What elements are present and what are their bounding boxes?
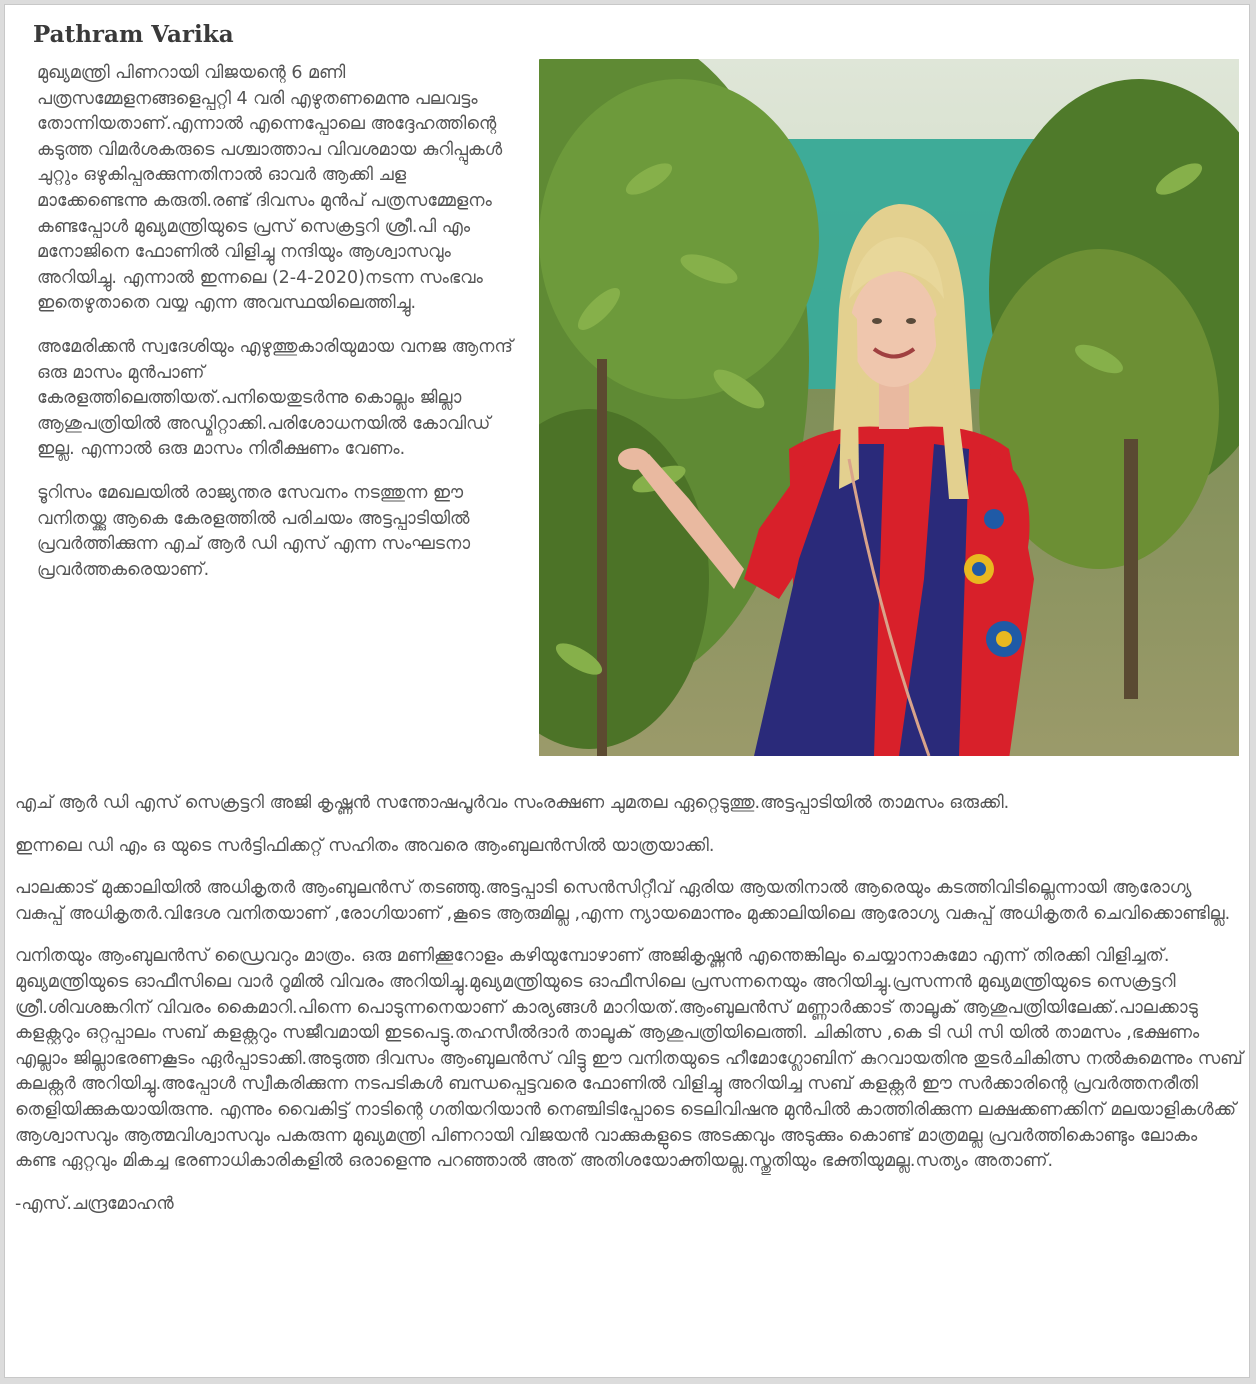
intro-paragraph: മുഖ്യമന്ത്രി പിണറായി വിജയന്റെ 6 മണി പത്രസമ്മേളനങ്ങളെപ്പറ്റി 4 വരി എഴുതണമെന്നു പലവട്ടം തോന്നിയതാണ്.എന്നാൽ എന്നെപ്പോലെ അദ്ദേഹത്തിന്റെ കടുത്ത വിമർശകരുടെ പശ്ചാത്താപ വിവശമായ കുറിപ്പുകൾ ചുറ്റും ഒഴുകിപ്പരക്കുന്നതിനാൽ ഓവർ ആക്കി ചള മാക്കേണ്ടെന്നു കരുതി.രണ്ട് ദിവസം മുൻപ് പത്രസമ്മേളനം കണ്ടപ്പോൾ മുഖ്യമന്ത്രിയുടെ പ്രസ് സെക്രട്ടറി ശ്രീ.പി എം മനോജിനെ ഫോണിൽ വിളിച്ചു നന്ദിയും ആശ്വാസവും അറിയിച്ചു. എന്നാൽ ഇന്നലെ (2-4-2020)നടന്ന സംഭവം ഇതെഴുതാതെ വയ്യ എന്ന അവസ്ഥയിലെത്തിച്ചു. [37, 63, 503, 314]
article-photo [539, 59, 1239, 756]
site-title[interactable]: Pathram Varika [33, 21, 234, 48]
body-paragraph: പാലക്കാട് മുക്കാലിയിൽ അധികൃതർ ആംബുലൻസ് തടഞ്ഞു.അട്ടപ്പാടി സെൻസിറ്റീവ് ഏരിയ ആയതിനാൽ ആരെയും കടത്തിവിടില്ലെന്നായി ആരോഗ്യ വകുപ്പ് അധികൃതർ.വിദേശ വനിതയാണ് ,രോഗിയാണ് ,കൂടെ ആരുമില്ല ,എന്ന ന്യായമൊന്നും മുക്കാലിയിലെ ആരോഗ്യ വകുപ്പ് അധികൃതർ ചെവിക്കൊണ്ടില്ല. [15, 878, 1231, 924]
body-paragraph: വനിതയും ആംബുലൻസ് ഡ്രൈവറും മാത്രം. ഒരു മണിക്കൂറോളം കഴിയുമ്പോഴാണ് അജികൃഷ്ണൻ എന്തെങ്കിലും ചെയ്യാനാകുമോ എന്ന് തിരക്കി വിളിച്ചത്. മുഖ്യമന്ത്രിയുടെ ഓഫീസിലെ വാർ റൂമിൽ വിവരം അറിയിച്ചു.മുഖ്യമന്ത്രിയുടെ ഓഫീസിലെ പ്രസന്നനെയും അറിയിച്ചു.പ്രസന്നൻ മുഖ്യമന്ത്രിയുടെ സെക്രട്ടറി ശ്രീ.ശിവശങ്കറിന് വിവരം കൈമാറി.പിന്നെ പൊടുന്നനെയാണ് കാര്യങ്ങൾ മാറിയത്.ആംബുലൻസ് മണ്ണാർക്കാട് താലൂക് ആശുപത്രിയിലേക്ക്.പാലക്കാടു കളക്റ്ററും ഒറ്റപ്പാലം സബ് കളക്റ്ററും സജീവമായി ഇടപെട്ടു.തഹസീൽദാർ താലൂക് ആശുപത്രിയിലെത്തി. ചികിത്സ ,കെ ടി ഡി സി യിൽ താമസം ,ഭക്ഷണം എല്ലാം ജില്ലാഭരണകൂടം ഏർപ്പാടാക്കി.അടുത്ത ദിവസം ആംബുലൻസ് വിട്ടു ഈ വനിതയുടെ ഹീമോഗ്ലോബിന് കുറവായതിനു തുടർചികിത്സ നൽകുമെന്നും സബ് കലക്റ്റർ അറിയിച്ചു.അപ്പോൾ സ്വീകരിക്കുന്ന നടപടികൾ ബന്ധപ്പെട്ടവരെ ഫോണിൽ വിളിച്ചു അറിയിച്ച സബ് കളക്റ്റർ ഈ സർക്കാരിന്റെ പ്രവർത്തനരീതി തെളിയിക്കുകയായിരുന്നു. എന്നും വൈകിട്ട് നാടിന്റെ ഗതിയറിയാൻ നെഞ്ചിടിപ്പോടെ ടെലിവിഷനു മുൻപിൽ കാത്തിരിക്കുന്ന ലക്ഷക്കണക്കിന് മലയാളികൾക്ക് ആശ്വാസവും ആത്മവിശ്വാസവും പകരുന്ന മുഖ്യമന്ത്രി പിണറായി വിജയൻ വാക്കുകളുടെ അടക്കവും അടുക്കും കൊണ്ട് മാത്രമല്ല പ്രവർത്തികൊണ്ടും ലോകം കണ്ട ഏറ്റവും മികച്ച ഭരണാധികാരികളിൽ ഒരാളെന്നു പറഞ്ഞാൽ അത് അതിശയോക്തിയല്ല.സ്തുതിയും ഭക്തിയുമല്ല.സത്യം അതാണ്. [15, 946, 1243, 1172]
intro-paragraph: അമേരിക്കൻ സ്വദേശിയും എഴുത്തുകാരിയുമായ വനജ ആനന്ദ് ഒരു മാസം മുൻപാണ് കേരളത്തിലെത്തിയത്.പനിയെതുടർന്നു കൊല്ലം ജില്ലാ ആശുപത്രിയിൽ അഡ്മിറ്റാക്കി.പരിശോധനയിൽ കോവിഡ് ഇല്ല. എന്നാൽ ഒരു മാസം നിരീക്ഷണം വേണം. [37, 336, 513, 460]
intro-paragraph: ടൂറിസം മേഖലയിൽ രാജ്യന്തര സേവനം നടത്തുന്ന ഈ വനിതയ്ക്കു ആകെ കേരളത്തിൽ പരിചയം അട്ടപ്പാടിയിൽ പ്രവർത്തിക്കുന്ന എച് ആർ ഡി എസ് എന്ന സംഘടനാ പ്രവർത്തകരെയാണ്. [37, 482, 471, 580]
article-body [15, 791, 1243, 1234]
article-page [4, 4, 1250, 1378]
intro-column [37, 61, 515, 601]
body-paragraph: ഇന്നലെ ഡി എം ഒ യുടെ സർട്ടിഫിക്കറ്റ് സഹിതം അവരെ ആംബുലൻസിൽ യാത്രയാക്കി. [15, 835, 715, 856]
body-paragraph: എച് ആർ ഡി എസ് സെക്രട്ടറി അജി കൃഷ്ണൻ സന്തോഷപൂർവം സംരക്ഷണ ചുമതല ഏറ്റെടുത്തു.അട്ടപ്പാടിയിൽ താമസം ഒരുക്കി. [15, 793, 1010, 813]
author-signature: -എസ്.ചന്ദ്രമോഹൻ [15, 1193, 174, 1214]
